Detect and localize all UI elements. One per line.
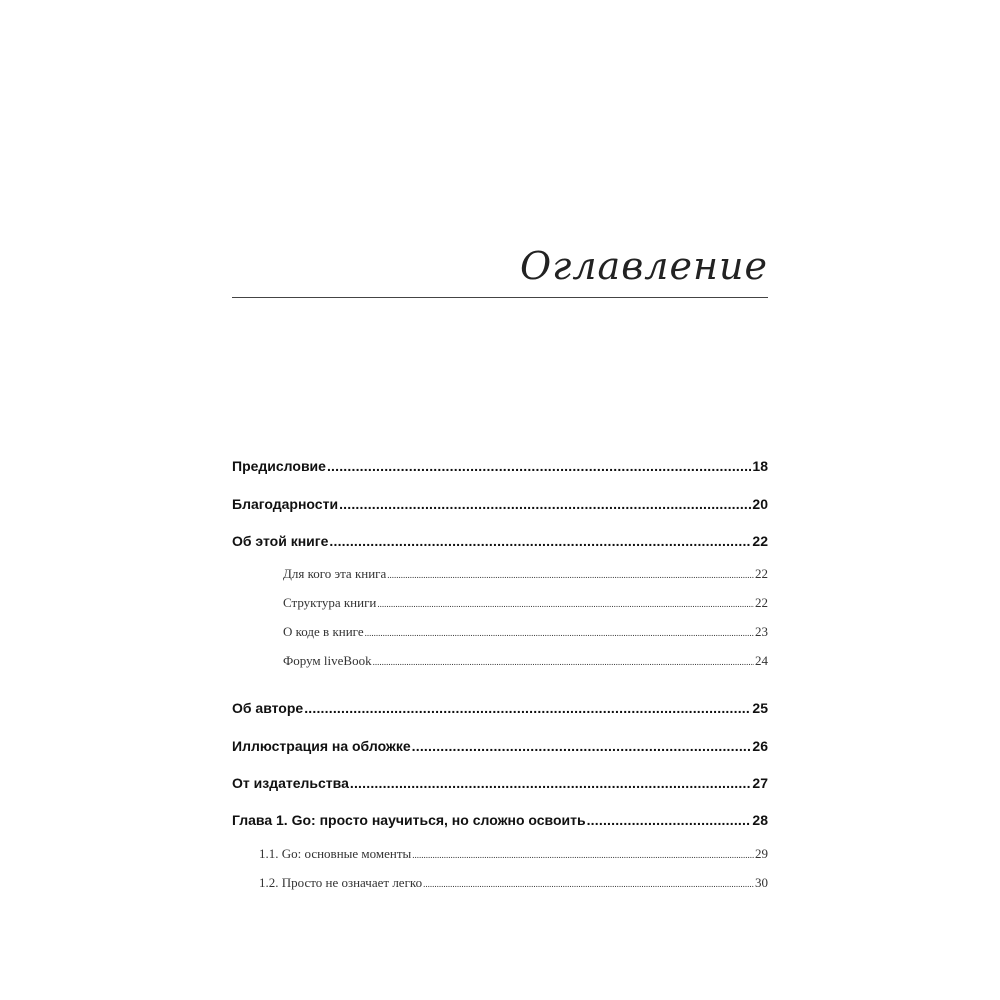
toc-entry-section-1-1[interactable] — [259, 846, 768, 862]
toc-entry-page: 27 — [752, 775, 768, 791]
toc-entry-section-1-2[interactable] — [259, 875, 768, 891]
toc-entry-audience[interactable] — [283, 566, 768, 582]
page-title: Оглавление — [519, 244, 768, 288]
toc-entry-label: Об этой книге — [232, 533, 329, 549]
toc-entry-page: 28 — [752, 812, 768, 828]
toc-entry-label: Об авторе — [232, 700, 304, 716]
dot-leader — [327, 458, 751, 474]
toc-entry-preface[interactable] — [232, 458, 768, 474]
dot-leader — [412, 850, 754, 860]
toc-entry-page: 30 — [755, 875, 768, 890]
toc-entry-chapter-1[interactable] — [232, 812, 768, 828]
toc-entry-label: О коде в книге — [283, 624, 364, 639]
toc-entry-code[interactable] — [283, 624, 768, 640]
toc-entry-label: От издательства — [232, 775, 349, 791]
dot-leader — [365, 628, 754, 638]
dot-leader — [423, 879, 754, 889]
toc-entry-page: 22 — [755, 595, 768, 610]
dot-leader — [377, 599, 754, 609]
toc-entry-label: Иллюстрация на обложке — [232, 738, 411, 754]
dot-leader — [373, 657, 754, 667]
toc-entry-page: 29 — [755, 846, 768, 861]
toc-entry-page: 26 — [752, 738, 768, 754]
toc-entry-forum[interactable] — [283, 653, 768, 669]
toc-entry-page: 20 — [752, 496, 768, 512]
dot-leader — [329, 533, 751, 549]
toc-entry-cover-illustration[interactable] — [232, 738, 768, 754]
toc-entry-about-book[interactable] — [232, 533, 768, 549]
toc-entry-label: Структура книги — [283, 595, 377, 610]
dot-leader — [304, 700, 751, 716]
toc-entry-about-author[interactable] — [232, 700, 768, 716]
dot-leader — [339, 496, 751, 512]
dot-leader — [587, 812, 752, 828]
toc-entry-label: 1.2. Просто не означает легко — [259, 875, 423, 890]
toc-entry-page: 23 — [755, 624, 768, 639]
toc-entry-label: Благодарности — [232, 496, 339, 512]
toc-entry-label: Предисловие — [232, 458, 326, 474]
toc-entry-page: 25 — [752, 700, 768, 716]
toc-entry-page: 18 — [752, 458, 768, 474]
dot-leader — [350, 775, 752, 791]
toc-entry-label: Для кого эта книга — [283, 566, 387, 581]
toc-entry-label: Глава 1. Go: просто научиться, но сложно освоить — [232, 812, 586, 828]
toc-entry-page: 22 — [752, 533, 768, 549]
toc-entry-acknowledgements[interactable] — [232, 496, 768, 512]
toc-entry-publisher[interactable] — [232, 775, 768, 791]
toc-entry-structure[interactable] — [283, 595, 768, 611]
dot-leader — [387, 570, 754, 580]
toc-entry-label: 1.1. Go: основные моменты — [259, 846, 412, 861]
toc-entry-page: 24 — [755, 653, 768, 668]
toc-entry-label: Форум liveBook — [283, 653, 372, 668]
dot-leader — [412, 738, 752, 754]
toc-entry-page: 22 — [755, 566, 768, 581]
